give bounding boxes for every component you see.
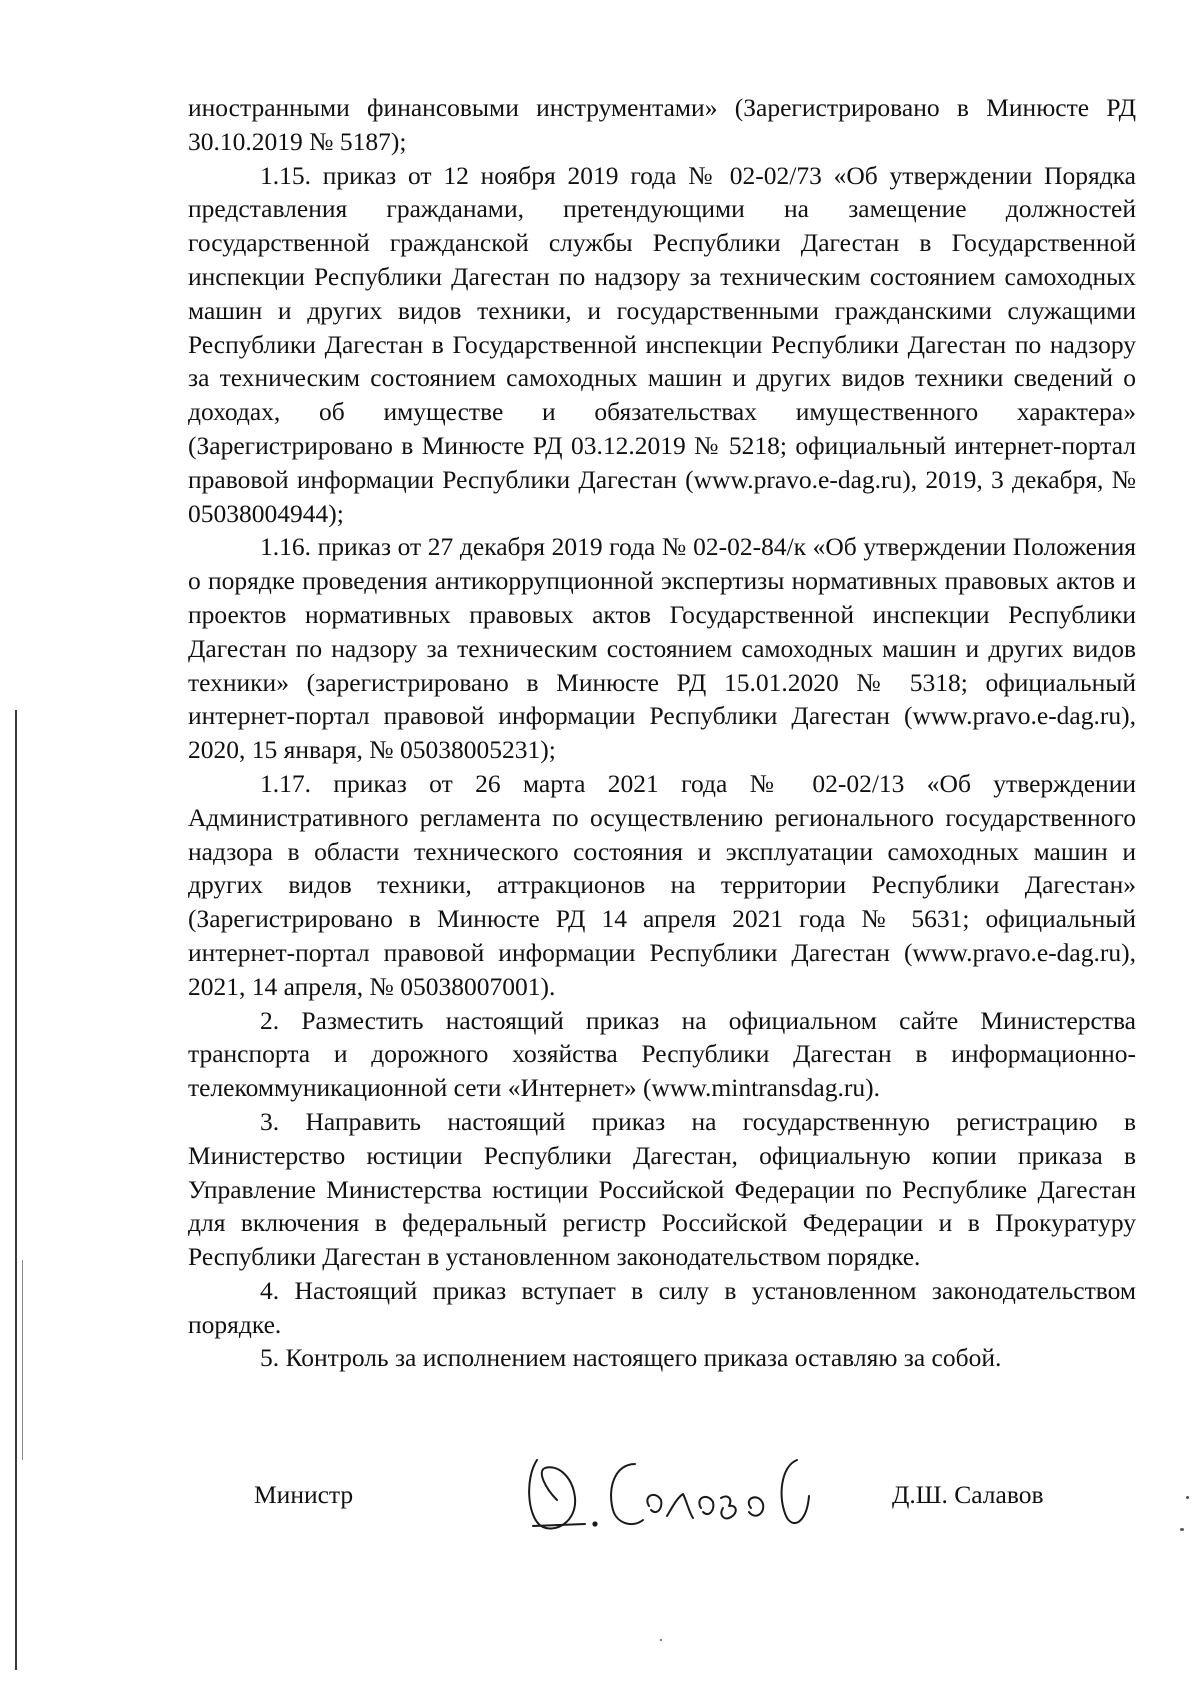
paragraph-2: 2. Разместить настоящий приказ на официальном сайте Министерства транспорта и дорожного хозяйства Республики Дагестан в информационно-телекоммуникационной сети «Интернет» (www.mintransdag.ru). bbox=[188, 1005, 1136, 1103]
scan-speck bbox=[660, 1639, 662, 1641]
signature-block bbox=[0, 1470, 1200, 1550]
signatory-name: Д.Ш. Салавов bbox=[892, 1480, 1044, 1509]
handwritten-signature bbox=[515, 1438, 835, 1538]
paragraph-1-16: 1.16. приказ от 27 декабря 2019 года № 02-02-84/к «Об утверждении Положения о порядке проведения антикоррупционной экспертизы нормативных правовых актов и проектов нормативных правовых актов Государственной инспекции Республики Дагестан по надзору за техническим состоянием самоходных машин и других видов техники» (зарегистрировано в Минюсте РД 15.01.2020 № 5318; официальный интернет-портал правовой информации Республики Дагестан (www.pravo.e-dag.ru), 2020, 15 января, № 05038005231); bbox=[188, 532, 1136, 765]
paragraph-1-15: 1.15. приказ от 12 ноября 2019 года № 02-02/73 «Об утверждении Порядка представления гражданами, претендующими на замещение должностей государственной гражданской службы Республики Дагестан в Государственной инспекции Республики Дагестан по надзору за техническим состоянием самоходных машин и других видов техники, и государственными гражданскими служащими Республики Дагестан в Государственной инспекции Республики Дагестан по надзору за техническим состоянием самоходных машин и других видов техники сведений о доходах, об имуществе и обязательствах имущественного характера» (Зарегистрировано в Минюсте РД 03.12.2019 № 5218; официальный интернет-портал правовой информации Республики Дагестан (www.pravo.e-dag.ru), 2019, 3 декабря, № 05038004944); bbox=[188, 160, 1136, 528]
scan-speck bbox=[1180, 1528, 1184, 1531]
paragraph-1-17: 1.17. приказ от 26 марта 2021 года № 02-02/13 «Об утверждении Административного регламента по осуществлению регионального государственного надзора в области технического состояния и эксплуатации самоходных машин и других видов техники, аттракционов на территории Республики Дагестан» (Зарегистрировано в Минюсте РД 14 апреля 2021 года № 5631; официальный интернет-портал правовой информации Республики Дагестан (www.pravo.e-dag.ru), 2021, 14 апреля, № 05038007001). bbox=[188, 768, 1136, 1001]
paragraph-4: 4. Настоящий приказ вступает в силу в установленном законодательством порядке. bbox=[188, 1275, 1136, 1339]
scan-edge-line-secondary bbox=[22, 1260, 23, 1460]
scan-edge-line bbox=[15, 710, 17, 1670]
paragraph-5: 5. Контроль за исполнением настоящего приказа оставляю за собой. bbox=[260, 1343, 1002, 1373]
paragraph-3: 3. Направить настоящий приказ на государственную регистрацию в Министерство юстиции Республики Дагестан, официальную копии приказа в Управление Министерства юстиции Российской Федерации по Республике Дагестан для включения в федеральный регистр Российской Федерации и в Прокуратуру Республики Дагестан в установленном законодательством порядке. bbox=[188, 1106, 1136, 1272]
paragraph-continuation: иностранными финансовыми инструментами» (Зарегистрировано в Минюсте РД 30.10.2019 № 5187); bbox=[188, 93, 1136, 156]
scan-speck bbox=[1186, 1496, 1189, 1499]
document-body bbox=[188, 91, 1136, 1375]
signatory-title: Министр bbox=[254, 1480, 354, 1509]
